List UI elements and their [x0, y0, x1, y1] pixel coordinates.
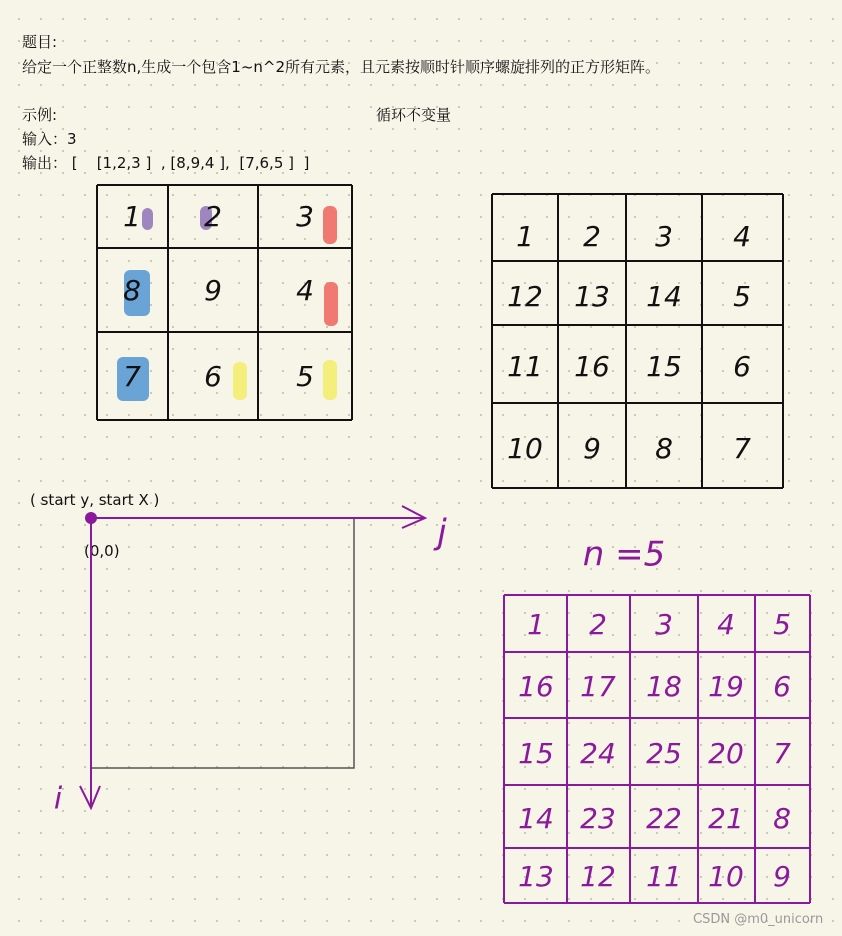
example-label: 示例:	[22, 106, 58, 124]
grid5-cell-value: 22	[646, 802, 682, 835]
origin-point	[85, 512, 97, 524]
problem-heading: 题目:	[22, 33, 58, 51]
highlight-mark	[233, 362, 247, 400]
grid3-cell-value: 9	[204, 274, 222, 307]
boundary-box	[91, 518, 354, 768]
grid5-cell-value: 13	[518, 860, 554, 893]
loop-invariant-label: 循环不变量	[376, 106, 452, 124]
grid4-cell-value: 5	[733, 280, 751, 313]
grid4-cell-value: 4	[733, 220, 751, 253]
grid5-cell-value: 5	[773, 608, 791, 641]
highlight-mark	[324, 282, 338, 326]
grid5-cell-value: 8	[773, 802, 791, 835]
start-coordinate-label: ( start y, start X )	[30, 491, 160, 509]
grid3-cell-value: 1	[123, 200, 141, 233]
grid4-cell-value: 16	[574, 350, 610, 383]
grid4-cell-value: 6	[733, 350, 751, 383]
grid4-cell-value: 9	[583, 432, 601, 465]
problem-description: 给定一个正整数n,生成一个包含1~n^2所有元素，且元素按顺时针顺序螺旋排列的正方形矩阵。	[22, 58, 661, 76]
grid5-cell-value: 24	[580, 737, 616, 770]
grid5-cell-value: 2	[589, 608, 607, 641]
grid5-cell-value: 12	[580, 860, 616, 893]
grid5-cell-value: 17	[580, 670, 616, 703]
grid5-cell-value: 10	[708, 860, 744, 893]
grid4-cell-value: 10	[507, 432, 543, 465]
grid5-cell-value: 25	[646, 737, 682, 770]
grid3-cell-value: 8	[123, 274, 141, 307]
grid3-cell-value: 7	[123, 360, 141, 393]
grid3-cell-value: 3	[296, 200, 314, 233]
grid3-cell-value: 4	[296, 274, 314, 307]
n5-title: n =5	[582, 534, 666, 575]
grid3-cell-value: 5	[296, 360, 314, 393]
grid3-cell-value: 2	[204, 200, 222, 233]
grid5-cell-value: 19	[708, 670, 744, 703]
i-axis-label: i	[53, 781, 63, 817]
grid5-cell-value: 23	[580, 802, 616, 835]
grid5-cell-value: 3	[655, 608, 673, 641]
grid5-cell-value: 1	[527, 608, 545, 641]
grid4-cell-value: 7	[733, 432, 751, 465]
grid4-cell-value: 15	[646, 350, 682, 383]
grid5-cell-value: 16	[518, 670, 554, 703]
example-input: 输入：3	[22, 130, 77, 148]
grid5-cell-value: 11	[646, 860, 682, 893]
grid4-cell-value: 2	[583, 220, 601, 253]
grid5-cell-value: 7	[773, 737, 791, 770]
grid5-cell-value: 18	[646, 670, 682, 703]
grid4-cell-value: 11	[507, 350, 543, 383]
highlight-mark	[323, 206, 337, 244]
grid4-cell-value: 13	[574, 280, 610, 313]
grid5-cell-value: 20	[708, 737, 744, 770]
grid5-cell-value: 15	[518, 737, 554, 770]
grid4-cell-value: 12	[507, 280, 543, 313]
grid4-cell-value: 1	[516, 220, 534, 253]
highlight-mark	[142, 208, 153, 230]
watermark: CSDN @m0_unicorn	[693, 912, 824, 927]
grid5-cell-value: 4	[717, 608, 735, 641]
origin-label: (0,0)	[84, 542, 120, 560]
grid4-cell-value: 8	[655, 432, 673, 465]
grid5-cell-value: 21	[708, 802, 744, 835]
j-axis-label: j	[437, 512, 447, 553]
grid5-cell-value: 14	[518, 802, 554, 835]
grid3-cell-value: 6	[204, 360, 222, 393]
example-output: 输出： [ [1,2,3 ] , [8,9,4 ], [7,6,5 ] ]	[22, 154, 310, 172]
grid4-cell-value: 14	[646, 280, 682, 313]
grid4-cell-value: 3	[655, 220, 673, 253]
highlight-mark	[323, 360, 337, 400]
grid5-cell-value: 9	[773, 860, 791, 893]
grid5-cell-value: 6	[773, 670, 791, 703]
